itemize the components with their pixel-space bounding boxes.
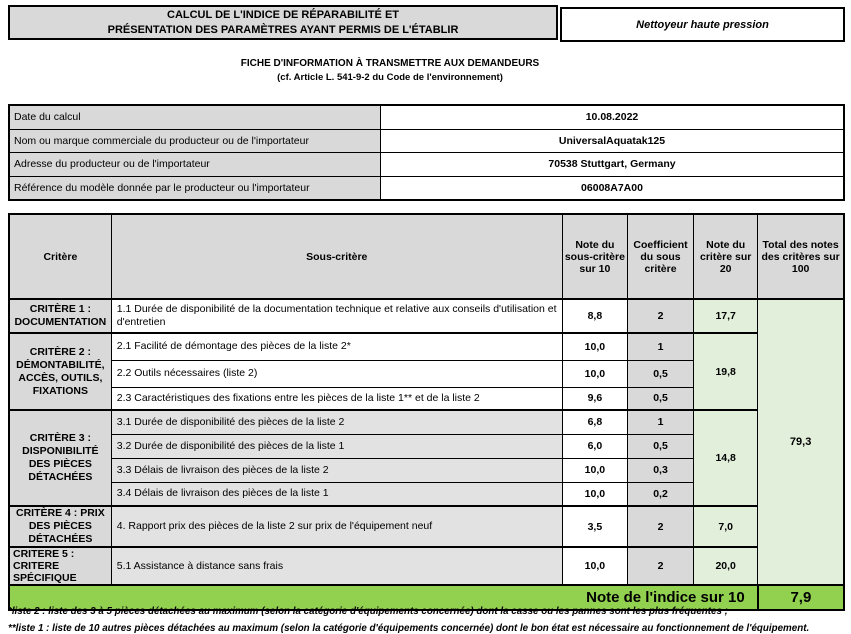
coefficient-4: 2 (627, 506, 693, 547)
sub-criterion-4: 4. Rapport prix des pièces de la liste 2 sur prix de l'équipement neuf (111, 506, 562, 547)
col-header-coefficient: Coefficient du sous critère (627, 214, 693, 299)
note10-3-3: 10,0 (562, 458, 627, 482)
product-info-table (8, 104, 845, 201)
criterion-3-cell: CRITÈRE 3 : DISPONIBILITÉ DES PIÈCES DÉTACHÉES (9, 410, 111, 506)
product-category-box (560, 7, 845, 42)
coefficient-3-4: 0,2 (627, 482, 693, 506)
info-label-date: Date du calcul (9, 105, 381, 129)
info-label-brand: Nom ou marque commerciale du producteur ou de l'importateur (9, 129, 381, 153)
coefficient-5-1: 2 (627, 547, 693, 585)
info-row-brand (9, 129, 844, 153)
note10-3-4: 10,0 (562, 482, 627, 506)
note20-criterion-2: 19,8 (694, 333, 758, 410)
col-header-note10: Note du sous-critère sur 10 (562, 214, 627, 299)
row-2-1 (9, 333, 844, 360)
info-label-reference: Référence du modèle donnée par le producteur ou l'importateur (9, 176, 381, 200)
final-score-label: Note de l'indice sur 10 (9, 585, 758, 610)
info-value-address: 70538 Stuttgart, Germany (381, 153, 845, 177)
coefficient-3-3: 0,3 (627, 458, 693, 482)
coefficient-2-1: 1 (627, 333, 693, 360)
criterion-2-cell: CRITÈRE 2 : DÉMONTABILITÉ, ACCÈS, OUTILS, FIXATIONS (9, 333, 111, 410)
note10-3-2: 6,0 (562, 434, 627, 458)
footnote-liste-1: **liste 1 : liste de 10 autres pièces détachées au maximum (selon la catégorie d'équipements concernée) dont le bon état est nécessaire au fonctionnement de l'équipement. (8, 623, 810, 634)
note20-criterion-1: 17,7 (694, 299, 758, 333)
row-5-1 (9, 547, 844, 585)
subtitle-line-1: FICHE D'INFORMATION À TRANSMETTRE AUX DEMANDEURS (240, 58, 540, 69)
col-header-sub-criterion: Sous-critère (111, 214, 562, 299)
info-value-brand: UniversalAquatak125 (381, 129, 845, 153)
total-notes-cell: 79,3 (758, 299, 844, 585)
info-value-reference: 06008A7A00 (381, 176, 845, 200)
sub-criterion-5-1: 5.1 Assistance à distance sans frais (111, 547, 562, 585)
note10-2-1: 10,0 (562, 333, 627, 360)
document-title-line-1: CALCUL DE L'INDICE DE RÉPARABILITÉ ET (167, 8, 399, 21)
sub-criterion-3-2: 3.2 Durée de disponibilité des pièces de la liste 1 (111, 434, 562, 458)
subtitle-line-2: (cf. Article L. 541-9-2 du Code de l'environnement) (277, 72, 503, 83)
criterion-4-cell: CRITÈRE 4 : PRIX DES PIÈCES DÉTACHÉES (9, 506, 111, 547)
sub-criterion-2-3: 2.3 Caractéristiques des fixations entre les pièces de la liste 1** et de la liste 2 (111, 387, 562, 410)
coefficient-2-3: 0,5 (627, 387, 693, 410)
sub-criterion-1-1: 1.1 Durée de disponibilité de la documentation technique et relative aux conseils d'utilisation et d'entretien (111, 299, 562, 333)
note20-criterion-5: 20,0 (694, 547, 758, 585)
col-header-total100: Total des notes des critères sur 100 (758, 214, 844, 299)
footnotes (8, 605, 848, 634)
note20-criterion-3: 14,8 (694, 410, 758, 506)
subtitle (0, 56, 780, 85)
note10-2-2: 10,0 (562, 360, 627, 387)
score-table-header-row (9, 214, 844, 299)
product-category-label: Nettoyeur haute pression (636, 18, 769, 31)
note10-5-1: 10,0 (562, 547, 627, 585)
sub-criterion-3-1: 3.1 Durée de disponibilité des pièces de la liste 2 (111, 410, 562, 434)
note10-3-1: 6,8 (562, 410, 627, 434)
criterion-5-cell: CRITERE 5 : CRITERE SPÉCIFIQUE (9, 547, 111, 585)
info-label-address: Adresse du producteur ou de l'importateur (9, 153, 381, 177)
coefficient-1-1: 2 (627, 299, 693, 333)
criterion-1-cell: CRITÈRE 1 : DOCUMENTATION (9, 299, 111, 333)
footnote-liste-2: *liste 2 : liste des 3 à 5 pièces détachées au maximum (selon la catégorie d'équipements concernée) dont la casse ou les pannes sont les plus fréquentes ; (8, 606, 728, 617)
col-header-criterion: Critère (9, 214, 111, 299)
document-title-box (8, 5, 558, 40)
sub-criterion-2-2: 2.2 Outils nécessaires (liste 2) (111, 360, 562, 387)
score-table (8, 213, 845, 611)
info-value-date: 10.08.2022 (381, 105, 845, 129)
info-row-address (9, 153, 844, 177)
sub-criterion-2-1: 2.1 Facilité de démontage des pièces de la liste 2* (111, 333, 562, 360)
note20-criterion-4: 7,0 (694, 506, 758, 547)
info-row-date (9, 105, 844, 129)
row-3-1 (9, 410, 844, 434)
note10-1-1: 8,8 (562, 299, 627, 333)
final-score-value: 7,9 (758, 585, 844, 610)
document-title-line-2: PRÉSENTATION DES PARAMÈTRES AYANT PERMIS DE L'ÉTABLIR (107, 23, 459, 36)
coefficient-3-1: 1 (627, 410, 693, 434)
row-4 (9, 506, 844, 547)
row-1-1 (9, 299, 844, 333)
coefficient-2-2: 0,5 (627, 360, 693, 387)
sub-criterion-3-4: 3.4 Délais de livraison des pièces de la liste 1 (111, 482, 562, 506)
sub-criterion-3-3: 3.3 Délais de livraison des pièces de la liste 2 (111, 458, 562, 482)
note10-4: 3,5 (562, 506, 627, 547)
info-row-reference (9, 176, 844, 200)
coefficient-3-2: 0,5 (627, 434, 693, 458)
col-header-note20: Note du critère sur 20 (694, 214, 758, 299)
note10-2-3: 9,6 (562, 387, 627, 410)
